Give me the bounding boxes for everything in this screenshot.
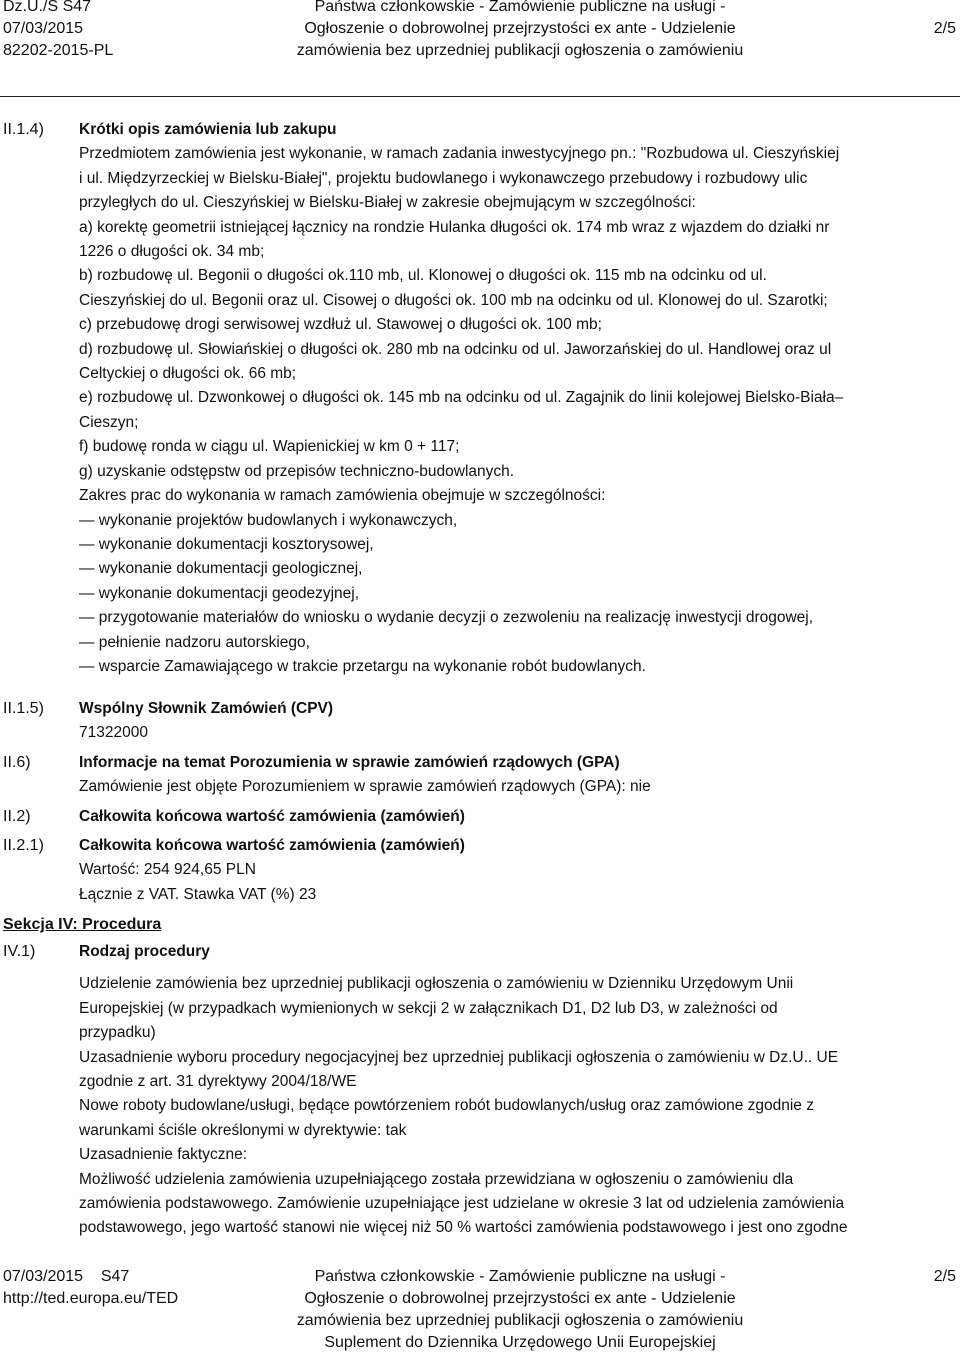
- footer-supplement: Suplement do Dziennika Urzędowego Unii Europejskiej: [324, 1334, 716, 1351]
- footer-date: 07/03/2015 S47: [3, 1268, 130, 1285]
- text-line: Przedmiotem zamówienia jest wykonanie, w ramach zadania inwestycyjnego pn.: "Rozbudowa ul. Cieszyńskiej: [79, 145, 840, 163]
- footer-title-line: Ogłoszenie o dobrowolnej przejrzystości ex ante - Udzielenie: [304, 1290, 736, 1307]
- section-title: Całkowita końcowa wartość zamówienia (zamówień): [79, 837, 465, 854]
- section-number: II.1.4): [3, 121, 44, 138]
- section-number: II.1.5): [3, 700, 44, 717]
- header-page-number: 2/5: [933, 20, 956, 37]
- section-cpv: [79, 697, 959, 746]
- text-line: — wykonanie dokumentacji geologicznej,: [79, 560, 363, 578]
- text-line: g) uzyskanie odstępstw od przepisów techniczno-budowlanych.: [79, 462, 515, 480]
- text-line: 1226 o długości ok. 34 mb;: [79, 243, 265, 261]
- header-date: 07/03/2015: [3, 20, 84, 37]
- footer-page-number: 2/5: [933, 1268, 956, 1285]
- footer-url: http://ted.europa.eu/TED: [3, 1290, 179, 1307]
- text-line: c) przebudowę drogi serwisowej wzdłuż ul. Stawowej o długości ok. 100 mb;: [79, 316, 602, 334]
- text-line: a) korektę geometrii istniejącej łącznicy na rondzie Hulanka długości ok. 174 mb wraz z wjazdem do działki nr: [79, 218, 830, 236]
- section-total-value: [79, 805, 959, 829]
- section-title: Krótki opis zamówienia lub zakupu: [79, 121, 337, 138]
- text-line: Europejskiej (w przypadkach wymienionych w sekcji 2 w załącznikach D1, D2 lub D3, w zależności od: [79, 999, 778, 1017]
- footer-left: [3, 1266, 178, 1310]
- text-line: — wsparcie Zamawiającego w trakcie przetargu na wykonanie robót budowlanych.: [79, 657, 646, 675]
- footer-center: [240, 1266, 800, 1354]
- section-total-value-detail: [79, 834, 959, 907]
- text-line: b) rozbudowę ul. Begonii o długości ok.110 mb, ul. Klonowej o długości ok. 115 mb na odcinku od ul.: [79, 267, 767, 285]
- text-line: e) rozbudowę ul. Dzwonkowej o długości ok. 145 mb na odcinku od ul. Zagajnik do linii kolejowej Bielsko-Biała–: [79, 389, 844, 407]
- header-title-line: Ogłoszenie o dobrowolnej przejrzystości ex ante - Udzielenie: [304, 20, 736, 37]
- section-number: II.6): [3, 754, 31, 771]
- section-iv-title: Sekcja IV: Procedura: [3, 916, 162, 933]
- text-line: podstawowego, jego wartość stanowi nie więcej niż 50 % wartości zamówienia podstawowego i jest ono zgodne: [79, 1219, 848, 1237]
- section-number: II.2): [3, 808, 31, 825]
- header-left: [3, 0, 113, 62]
- text-line: przyległych do ul. Cieszyńskiej w Bielsku-Białej w zakresie obejmującym w szczególności:: [79, 194, 696, 212]
- section-title: Rodzaj procedury: [79, 943, 210, 960]
- text-line: Cieszyńskiej do ul. Begonii oraz ul. Cisowej o długości ok. 100 mb na odcinku od ul. Klonowej do ul. Szarotki;: [79, 291, 828, 309]
- text-line: warunkami ściśle określonymi w dyrektywie: tak: [79, 1121, 407, 1139]
- text-line: zamówienia podstawowego. Zamówienie uzupełniające jest udzielane w okresie 3 lat od udzielenia zamówienia: [79, 1195, 845, 1213]
- header-title-line: zamówienia bez uprzedniej publikacji ogłoszenia o zamówieniu: [296, 42, 744, 59]
- header-notice-number: 82202-2015-PL: [3, 42, 114, 59]
- vat-info: Łącznie z VAT. Stawka VAT (%) 23: [79, 885, 317, 903]
- header-journal-ref: Dz.U./S S47: [3, 0, 92, 15]
- section-title: Całkowita końcowa wartość zamówienia (zamówień): [79, 808, 465, 825]
- footer-title-line: zamówienia bez uprzedniej publikacji ogłoszenia o zamówieniu: [296, 1312, 744, 1329]
- text-line: Cieszyn;: [79, 413, 139, 431]
- header-center: [240, 0, 800, 62]
- section-procedure-type: [79, 940, 959, 1241]
- text-line: f) budowę ronda w ciągu ul. Wapienickiej w km 0 + 117;: [79, 438, 460, 456]
- text-line: Uzasadnienie faktyczne:: [79, 1146, 248, 1164]
- section-number: II.2.1): [3, 837, 44, 854]
- text-line: — wykonanie dokumentacji geodezyjnej,: [79, 584, 360, 602]
- text-line: i ul. Międzyrzeckiej w Bielsku-Białej", projektu budowlanego i wykonawczego przebudowy i rozbudowy ulic: [79, 169, 808, 187]
- text-line: — przygotowanie materiałów do wniosku o wydanie decyzji o zezwoleniu na realizację inwestycji drogowej,: [79, 609, 814, 627]
- gpa-statement: Zamówienie jest objęte Porozumieniem w sprawie zamówień rządowych (GPA): nie: [79, 778, 651, 796]
- header-divider: [0, 96, 960, 97]
- section-body: [79, 142, 959, 679]
- section-short-description: [79, 118, 959, 679]
- footer-title-line: Państwa członkowskie - Zamówienie publiczne na usługi -: [314, 1268, 726, 1285]
- text-line: Zakres prac do wykonania w ramach zamówienia obejmuje w szczególności:: [79, 487, 606, 505]
- header-title-line: Państwa członkowskie - Zamówienie publiczne na usługi -: [314, 0, 726, 15]
- text-line: d) rozbudowę ul. Słowiańskiej o długości ok. 280 mb na odcinku od ul. Jaworzańskiej do ul. Handlowej oraz ul: [79, 340, 832, 358]
- text-line: Udzielenie zamówienia bez uprzedniej publikacji ogłoszenia o zamówieniu w Dzienniku Urzędowym Unii: [79, 975, 794, 993]
- section-body: [79, 972, 959, 1240]
- value-amount: Wartość: 254 924,65 PLN: [79, 861, 256, 879]
- text-line: — wykonanie projektów budowlanych i wykonawczych,: [79, 511, 458, 529]
- text-line: zgodnie z art. 31 dyrektywy 2004/18/WE: [79, 1073, 357, 1091]
- cpv-code: 71322000: [79, 724, 148, 742]
- text-line: Uzasadnienie wyboru procedury negocjacyjnej bez uprzedniej publikacji ogłoszenia o zamówieniu w Dz.U.. UE: [79, 1048, 839, 1066]
- text-line: Możliwość udzielenia zamówienia uzupełniającego została przewidziana w ogłoszeniu o zamówieniu dla: [79, 1170, 794, 1188]
- text-line: Celtyckiej o długości ok. 66 mb;: [79, 365, 297, 383]
- text-line: przypadku): [79, 1024, 156, 1042]
- section-gpa: [79, 751, 959, 800]
- text-line: — pełnienie nadzoru autorskiego,: [79, 633, 310, 651]
- text-line: — wykonanie dokumentacji kosztorysowej,: [79, 535, 374, 553]
- text-line: Nowe roboty budowlane/usługi, będące powtórzeniem robót budowlanych/usług oraz zamówione zgodnie z: [79, 1097, 814, 1115]
- section-title: Informacje na temat Porozumienia w sprawie zamówień rządowych (GPA): [79, 754, 620, 771]
- section-title: Wspólny Słownik Zamówień (CPV): [79, 700, 334, 717]
- section-number: IV.1): [3, 943, 36, 960]
